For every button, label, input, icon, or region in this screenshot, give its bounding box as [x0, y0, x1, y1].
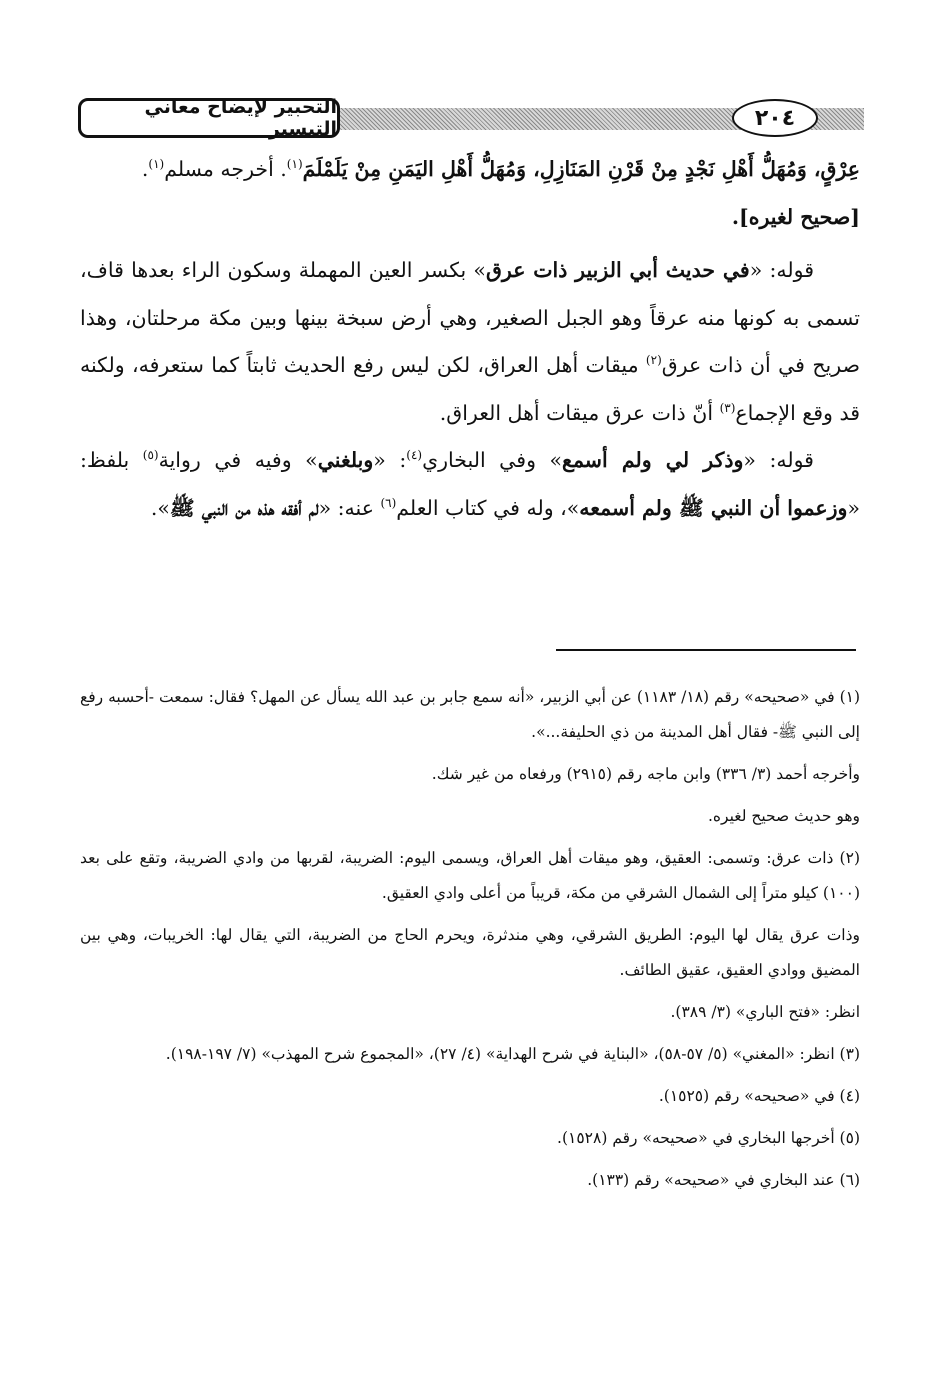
footnote-4: (٤) في «صحيحه» رقم (١٥٢٥).	[658, 1087, 860, 1105]
book-title: التحبير لإيضاح معاني التيسير	[78, 98, 340, 138]
commentary-text: : «	[373, 448, 407, 472]
commentary-paragraph-2	[80, 437, 860, 532]
quoted-phrase: لم أفقه هذه من النبي ﷺ	[169, 495, 319, 520]
hadith-text: عِرْقٍ، وَمُهَلُّ أَهْلِ نَجْدٍ مِنْ قَرْنِ المَنَازِلِ، وَمُهَلُّ أَهْلِ اليَمَنِ مِنْ يَلَمْلَمَ	[302, 157, 860, 181]
commentary-text: أنّ ذات عرق ميقات أهل العراق.	[439, 400, 720, 425]
footnote-separator	[556, 649, 856, 651]
quote-open: قوله: «	[749, 258, 815, 282]
footnote-2-reference: انظر: «فتح الباري» (٣/ ٣٨٩).	[670, 1003, 860, 1021]
footnote-5: (٥) أخرجها البخاري في «صحيحه» رقم (١٥٢٨).	[557, 1129, 860, 1147]
footnote-1: (١) في «صحيحه» رقم (١٨/ ١١٨٣) عن أبي الزبير، «أنه سمع جابر بن عبد الله يسأل عن المهل؟ فقال: سمعت -أحسبه رفع إلى النبي ﷺ- فقال أهل المدينة من ذي الحليفة...».	[80, 688, 861, 741]
footnote-1-grade: وهو حديث صحيح لغيره.	[707, 807, 860, 825]
commentary-text: عنه: «	[318, 495, 381, 520]
page-number: ٢٠٤	[732, 99, 818, 137]
quoted-phrase: في حديث أبي الزبير ذات عرق	[485, 258, 750, 282]
footnote-1-continued: وأخرجه أحمد (٣/ ٣٣٦) وابن ماجه رقم (٢٩١٥) ورفعاه من غير شك.	[431, 765, 860, 783]
footnotes	[80, 680, 860, 1205]
commentary-text: ».	[150, 495, 170, 520]
commentary-text: »، وله في كتاب العلم	[396, 495, 580, 520]
footnote-ref-5: (٥)	[142, 448, 159, 463]
hadith-ending	[80, 146, 860, 194]
hadith-grade: [صحيح لغيره].	[731, 204, 860, 229]
commentary-text: » وفيه في رواية	[158, 448, 318, 472]
quoted-phrase: وبلغني	[317, 448, 374, 472]
footnote-ref-4: (٤)	[406, 448, 423, 463]
commentary-text: » وفي البخاري	[422, 448, 563, 472]
footnote-ref-3: (٣)	[719, 400, 736, 415]
page-header	[78, 96, 864, 142]
quoted-phrase: وذكر لي ولم أسمع	[562, 448, 744, 472]
commentary-text: » بكسر العين المهملة وسكون الراء بعدها قاف، تسمى به كونها منه عرقاً وهو الجبل الصغير، وهي أرض سبخة بينها وبين مكة مرحلتان، وهذا صريح في أن ذات عرق	[80, 258, 860, 377]
hadith-source: . أخرجه مسلم	[164, 157, 287, 181]
commentary-text: ميقات أهل العراق، لكن ليس رفع الحديث ثابتاً كما ستعرفه، ولكنه قد وقع الإجماع	[80, 353, 860, 425]
hadith-source-dot: .	[141, 157, 149, 181]
main-text	[80, 146, 860, 532]
footnote-2: (٢) ذات عرق: وتسمى: العقيق، وهو ميقات أهل العراق، ويسمى اليوم: الضريبة، لقربها من وادي الضريبة، وتقع على بعد (١٠٠) كيلو متراً إلى الشمال الشرقي من مكة، قريباً من أعلى وادي العقيق.	[80, 849, 860, 902]
footnote-3: (٣) انظر: «المغني» (٥/ ٥٧-٥٨)، «البناية في شرح الهداية» (٤/ ٢٧)، «المجموع شرح المهذب» (٧/ ١٩٧-١٩٨).	[165, 1045, 860, 1063]
footnote-ref-1b: (١)	[148, 157, 165, 172]
footnote-6: (٦) عند البخاري في «صحيحه» رقم (١٣٣).	[587, 1171, 860, 1189]
quoted-phrase: وزعموا أن النبي ﷺ ولم أسمعه	[579, 495, 848, 520]
footnote-2-continued: وذات عرق يقال لها اليوم: الطريق الشرقي، وهي مندثرة، ويحرم الحاج من الضريبة، التي يقال لها: الخريبات، وهي بين المضيق ووادي العقيق، عقيق الطائف.	[80, 926, 860, 979]
quote-open: قوله: «	[743, 448, 814, 472]
footnote-ref-6: (٦)	[380, 495, 397, 510]
footnote-ref-2: (٢)	[645, 353, 662, 368]
commentary-paragraph-1	[80, 247, 860, 437]
commentary-text: بلفظ: «	[80, 448, 860, 520]
footnote-ref-1: (١)	[286, 157, 303, 172]
